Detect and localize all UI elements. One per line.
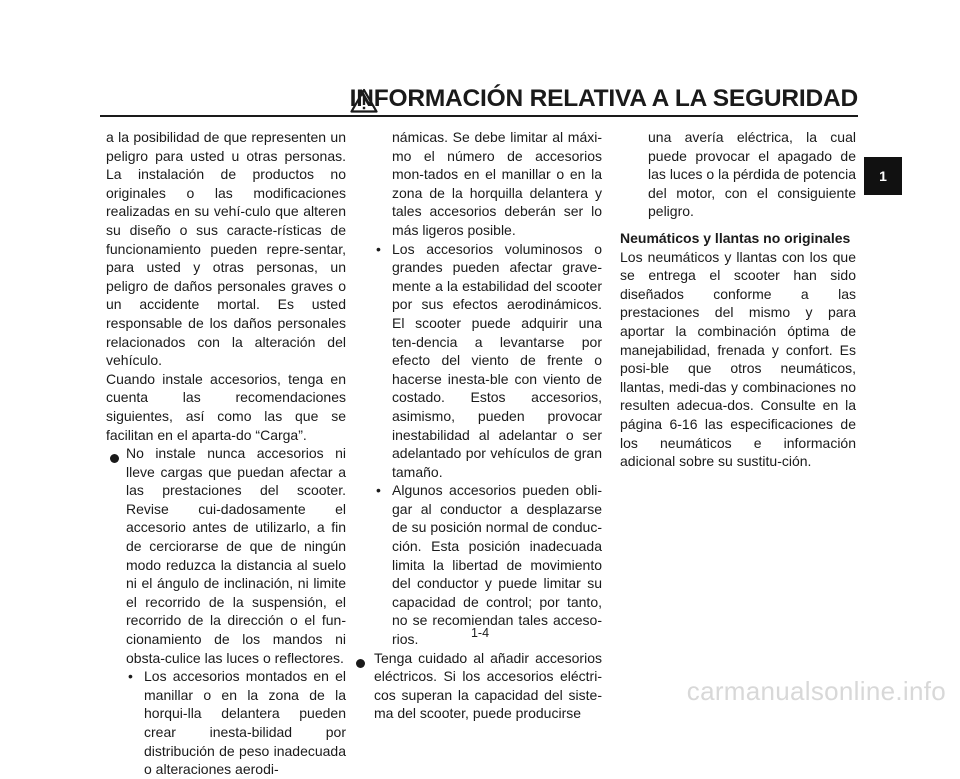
bullet-dot-icon bbox=[110, 454, 119, 463]
list-item-text: No instale nunca accesorios ni lleve cargas que puedan afectar a las prestaciones del scooter. Revise cui-dadosamente el accesorio antes de utilizarlo, a fin de cerciorarse de que de ningún modo reduzca la distancia al suelo ni el ángulo de inclinación, ni limite el recorrido de la suspensión, el recorrido de la dirección o el fun-cionamiento de los mandos ni obsta-culice las luces o reflectores. bbox=[126, 445, 346, 666]
list-item-continuation: una avería eléctrica, la cual puede provocar el apagado de las luces o la pérdida de potencia del motor, con el consiguiente peligro. bbox=[648, 129, 856, 220]
sub-list-item bbox=[370, 240, 602, 482]
list-item-text: Tenga cuidado al añadir accesorios eléctricos. Si los accesorios eléctri-cos superan la capacidad del siste-ma del scooter, puede producirse bbox=[374, 649, 602, 722]
section-title: INFORMACIÓN RELATIVA A LA SEGURIDAD bbox=[349, 85, 858, 112]
bullet-icon: • bbox=[376, 482, 381, 499]
bullet-icon: • bbox=[128, 668, 133, 685]
bullet-icon: • bbox=[376, 240, 381, 257]
header-rule bbox=[100, 115, 858, 117]
paragraph-recommendations: Cuando instale accesorios, tenga en cuenta las recomendaciones siguientes, así como las que se facilitan en el aparta-do “Carga”. bbox=[106, 370, 346, 443]
subsection-heading: Neumáticos y llantas no originales bbox=[620, 229, 851, 246]
sub-list-item-text: Algunos accesorios pueden obli-gar al conductor a desplazarse de su posición normal de conduc-ción. Esta posición inadecuada limita la libertad de movimiento del conductor y puede limitar su capacidad de control; por tanto, no se recomiendan tales acceso-rios. bbox=[392, 482, 602, 648]
sub-list-item-text: námicas. Se debe limitar al máxi-mo el número de accesorios mon-tados en el manillar o en la zona de la horquilla delantera y tales accesorios deberán ser lo más ligeros posible. bbox=[392, 129, 602, 238]
sub-list-item-text: Los accesorios voluminosos o grandes pueden afectar grave-mente a la estabilidad del scooter por sus efectos aerodinámicos. El scooter puede adquirir una ten-dencia a levantarse por efecto del viento de frente o hacerse inesta-ble con viento de costado. Estos accesorios, asimismo, pueden provocar inestabilidad al adelantar o ser adelantado por vehículos de gran tamaño. bbox=[392, 240, 602, 480]
paragraph-tyres: Los neumáticos y llantas con los que se entrega el scooter han sido diseñados conforme a las prestaciones del mismo y para aportar la combinación óptima de manejabilidad, frenada y confort. Es posi-ble que otros neumáticos, llantas, medi-das y combinaciones no resulten adecua-dos. Consulte en la página 6-16 las especificaciones de los neumáticos e información adicional sobre su sustitu-ción. bbox=[620, 248, 856, 470]
chapter-tab: 1 bbox=[864, 157, 902, 195]
bullet-dot-icon bbox=[356, 659, 365, 668]
page-number: 1-4 bbox=[470, 626, 490, 640]
watermark: carmanualsonline.info bbox=[686, 676, 946, 706]
paragraph-intro: a la posibilidad de que representen un peligro para usted u otras personas. La instalación de productos no originales o las modificaciones realizadas en su vehí-culo que alteren su diseño o sus caracte-rísticas de funcionamiento pueden repre-sentar, para usted y otras personas, un peligro de daños personales graves o un accidente mortal. Es usted responsable de los daños personales relacionados con la alteración del vehículo. bbox=[106, 129, 346, 369]
sub-list-item-text: Los accesorios montados en el manillar o en la zona de la horqui-lla delantera pueden crear inesta-bilidad por distribución de peso inadecuada o alteraciones aerodi- bbox=[144, 668, 346, 778]
sub-list-item bbox=[370, 481, 602, 648]
sub-list-item bbox=[106, 667, 346, 779]
column-3 bbox=[620, 128, 856, 471]
section-header bbox=[350, 84, 858, 114]
sub-list-item bbox=[370, 128, 602, 240]
column-1 bbox=[106, 128, 346, 779]
